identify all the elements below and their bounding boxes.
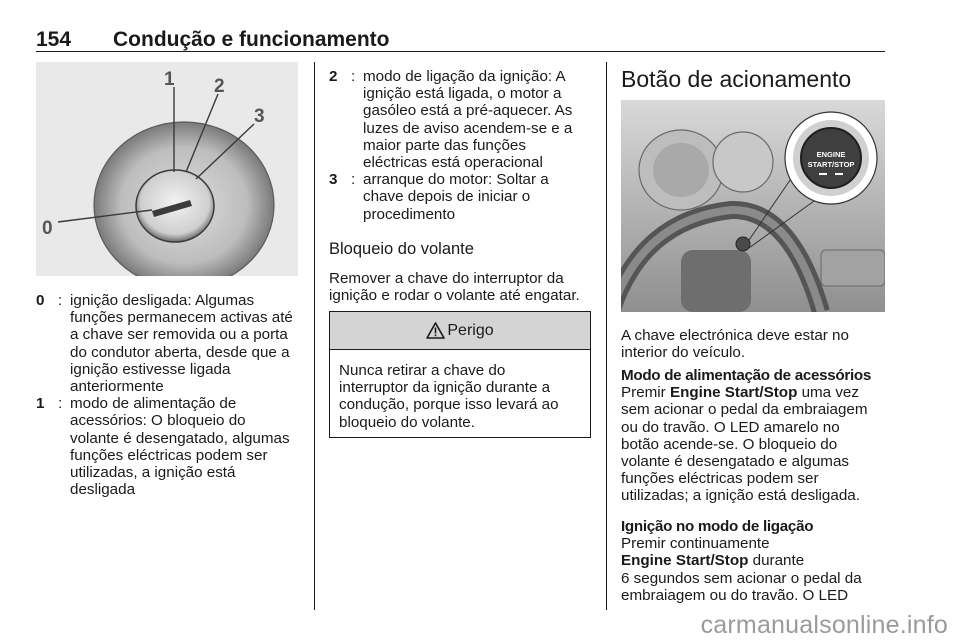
list-key: 1 (36, 395, 45, 413)
text-line: volante é desengatado, algumas (70, 429, 290, 447)
steering-lock-heading: Bloqueio do volante (329, 240, 474, 258)
text-line: modo de alimentação de (70, 395, 237, 413)
list-sep: : (58, 395, 63, 413)
text-line: condução, porque isso levará ao (339, 396, 559, 414)
figure-label-0: 0 (42, 218, 53, 239)
list-item (329, 68, 595, 171)
text-fragment: Premir (621, 384, 670, 402)
engine-start-stop-term: Engine Start/Stop (621, 552, 749, 570)
ignition-list-col1 (36, 292, 302, 498)
list-value (363, 171, 595, 223)
start-button-heading: Botão de acionamento (621, 66, 852, 92)
text-line: ignição e rodar o volante até engatar. (329, 287, 580, 305)
accessory-mode-heading: Modo de alimentação de acessórios (621, 367, 872, 384)
text-fragment: durante (748, 552, 805, 570)
start-button-intro (621, 327, 885, 361)
danger-box (329, 311, 591, 438)
danger-header (330, 312, 590, 350)
text-fragment: uma vez (797, 384, 859, 402)
text-line: Remover a chave do interruptor da (329, 270, 564, 287)
list-key: 3 (329, 171, 338, 189)
text-line: modo de ligação da ignição: A (363, 68, 566, 85)
page-number: 154 (36, 28, 72, 51)
text-line: utilizadas, a ignição está (70, 464, 236, 482)
text-line: procedimento (363, 205, 456, 223)
text-line: arranque do motor: Soltar a (363, 171, 549, 189)
ignition-on-block (621, 518, 885, 604)
watermark: carmanualsonline.info (700, 611, 948, 639)
text-line: Premir continuamente (621, 535, 770, 553)
list-value (70, 292, 302, 395)
text-line: acessórios: O bloqueio do (70, 412, 246, 430)
steering-lock-text (329, 270, 604, 304)
page-title: Condução e funcionamento (113, 28, 390, 51)
list-item (329, 171, 595, 223)
danger-body (330, 350, 590, 441)
list-sep: : (351, 171, 356, 189)
text-line (621, 552, 885, 569)
warning-triangle-icon (426, 322, 445, 339)
text-line: a chave ser removida ou a porta (70, 326, 288, 344)
header-rule (36, 51, 885, 52)
text-line: funções eléctricas podem ser (621, 470, 819, 488)
text-line: do condutor aberta, desde que a (70, 343, 290, 361)
engine-label: ENGINE (816, 150, 846, 159)
text-line: botão acende-se. O bloqueio do (621, 435, 838, 453)
text-line: luzes de aviso acendem-se e a (363, 119, 573, 137)
list-value (363, 68, 595, 171)
figure-label-1: 1 (164, 69, 175, 90)
text-line: ou do travão. O LED amarelo no (621, 418, 840, 436)
text-line: interior do veículo. (621, 344, 746, 362)
start-button-figure (621, 100, 885, 312)
text-line: funções eléctricas podem ser (70, 446, 268, 464)
text-line: anteriormente (70, 378, 164, 396)
list-sep: : (351, 68, 356, 85)
text-line: interruptor da ignição durante a (339, 379, 551, 397)
text-line: ignição desligada: Algumas (70, 292, 255, 309)
start-stop-label: START/STOP (807, 160, 855, 169)
accessory-mode-block (621, 367, 885, 505)
danger-title: Perigo (447, 321, 494, 339)
engine-start-stop-term: Engine Start/Stop (669, 384, 798, 402)
list-item (36, 292, 302, 395)
text-line: eléctricas está operacional (363, 154, 543, 172)
column-divider-2 (606, 62, 607, 610)
text-line: A chave electrónica deve estar no (621, 327, 849, 344)
text-line: ignição está ligada, o motor a (363, 85, 562, 103)
text-line: desligada (70, 481, 136, 499)
text-line: sem acionar o pedal da embraiagem (621, 401, 868, 419)
list-key: 2 (329, 68, 338, 85)
list-sep: : (58, 292, 63, 309)
text-line: volante é desengatado e algumas (621, 453, 849, 471)
text-line: Nunca retirar a chave do (339, 362, 506, 379)
text-line: ignição estivesse ligada (70, 360, 231, 378)
ignition-on-heading: Ignição no modo de ligação (621, 518, 814, 535)
text-line: chave depois de iniciar o (363, 188, 531, 206)
figure-label-3: 3 (254, 106, 265, 127)
text-line: funções permanecem activas até (70, 309, 293, 327)
column-divider-1 (314, 62, 315, 610)
figure-label-2: 2 (214, 76, 225, 97)
list-item (36, 395, 302, 498)
text-line: gasóleo está a pré-aquecer. As (363, 102, 573, 120)
text-line: utilizadas; a ignição está desligada. (621, 487, 860, 505)
text-line: bloqueio do volante. (339, 413, 475, 431)
list-value (70, 395, 302, 498)
text-line: 6 segundos sem acionar o pedal da (621, 569, 862, 587)
text-line: embraiagem ou do travão. O LED (621, 586, 849, 604)
text-line (621, 384, 885, 401)
ignition-list-col2 (329, 68, 595, 223)
text-line: maior parte das funções (363, 136, 526, 154)
ignition-switch-figure (36, 62, 298, 276)
list-key: 0 (36, 292, 45, 309)
